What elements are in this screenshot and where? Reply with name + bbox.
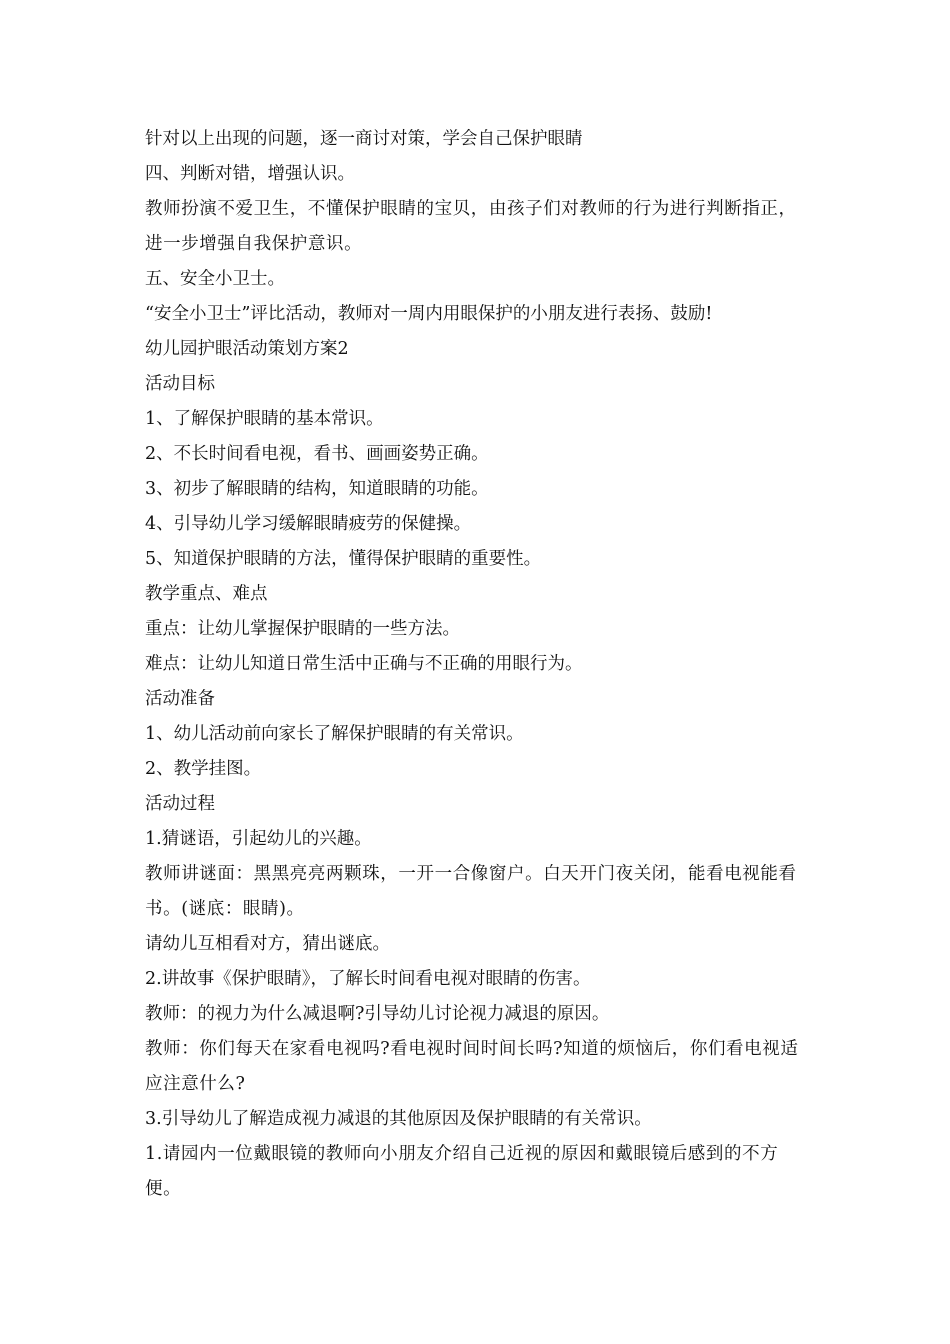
list-item: 2、教学挂图。	[145, 759, 262, 779]
paragraph: 请幼儿互相看对方，猜出谜底。	[145, 934, 390, 954]
paragraph: 针对以上出现的问题，逐一商讨对策，学会自己保护眼睛	[145, 129, 583, 149]
paragraph: 教师：的视力为什么减退啊?引导幼儿讨论视力减退的原因。	[145, 1004, 610, 1024]
list-item: 1.请园内一位戴眼镜的教师向小朋友介绍自己近视的原因和戴眼镜后感到的不方便。	[145, 1144, 779, 1199]
list-item: 1、幼儿活动前向家长了解保护眼睛的有关常识。	[145, 724, 524, 744]
list-item: 2.讲故事《保护眼睛》，了解长时间看电视对眼睛的伤害。	[145, 969, 591, 989]
section-heading: 四、判断对错，增强认识。	[145, 164, 355, 184]
list-item: 1.猜谜语，引起幼儿的兴趣。	[145, 829, 372, 849]
list-item: 4、引导幼儿学习缓解眼睛疲劳的保健操。	[145, 514, 472, 534]
list-item: 3.引导幼儿了解造成视力减退的其他原因及保护眼睛的有关常识。	[145, 1109, 652, 1129]
list-item: 2、不长时间看电视，看书、画画姿势正确。	[145, 444, 489, 464]
section-heading: 教学重点、难点	[145, 584, 268, 604]
section-heading: 活动准备	[145, 689, 215, 709]
paragraph: 教师讲谜面：黑黑亮亮两颗珠，一开一合像窗户。白天开门夜关闭，能看电视能看书。(谜底：眼睛)。	[145, 864, 797, 919]
document-title: 幼儿园护眼活动策划方案2	[145, 339, 349, 359]
section-heading: 活动目标	[145, 374, 215, 394]
section-heading: 五、安全小卫士。	[145, 269, 285, 289]
document-body	[145, 122, 813, 1207]
paragraph: 教师扮演不爱卫生，不懂保护眼睛的宝贝，由孩子们对教师的行为进行判断指正，进一步增强自我保护意识。	[145, 199, 797, 254]
section-heading: 活动过程	[145, 794, 215, 814]
paragraph: 教师：你们每天在家看电视吗?看电视时间时间长吗?知道的烦恼后，你们看电视适应注意什么?	[145, 1039, 799, 1094]
list-item: 3、初步了解眼睛的结构，知道眼睛的功能。	[145, 479, 489, 499]
paragraph: 难点：让幼儿知道日常生活中正确与不正确的用眼行为。	[145, 654, 583, 674]
paragraph: “安全小卫士”评比活动，教师对一周内用眼保护的小朋友进行表扬、鼓励!	[145, 304, 713, 324]
list-item: 5、知道保护眼睛的方法，懂得保护眼睛的重要性。	[145, 549, 542, 569]
list-item: 1、了解保护眼睛的基本常识。	[145, 409, 384, 429]
paragraph: 重点：让幼儿掌握保护眼睛的一些方法。	[145, 619, 460, 639]
